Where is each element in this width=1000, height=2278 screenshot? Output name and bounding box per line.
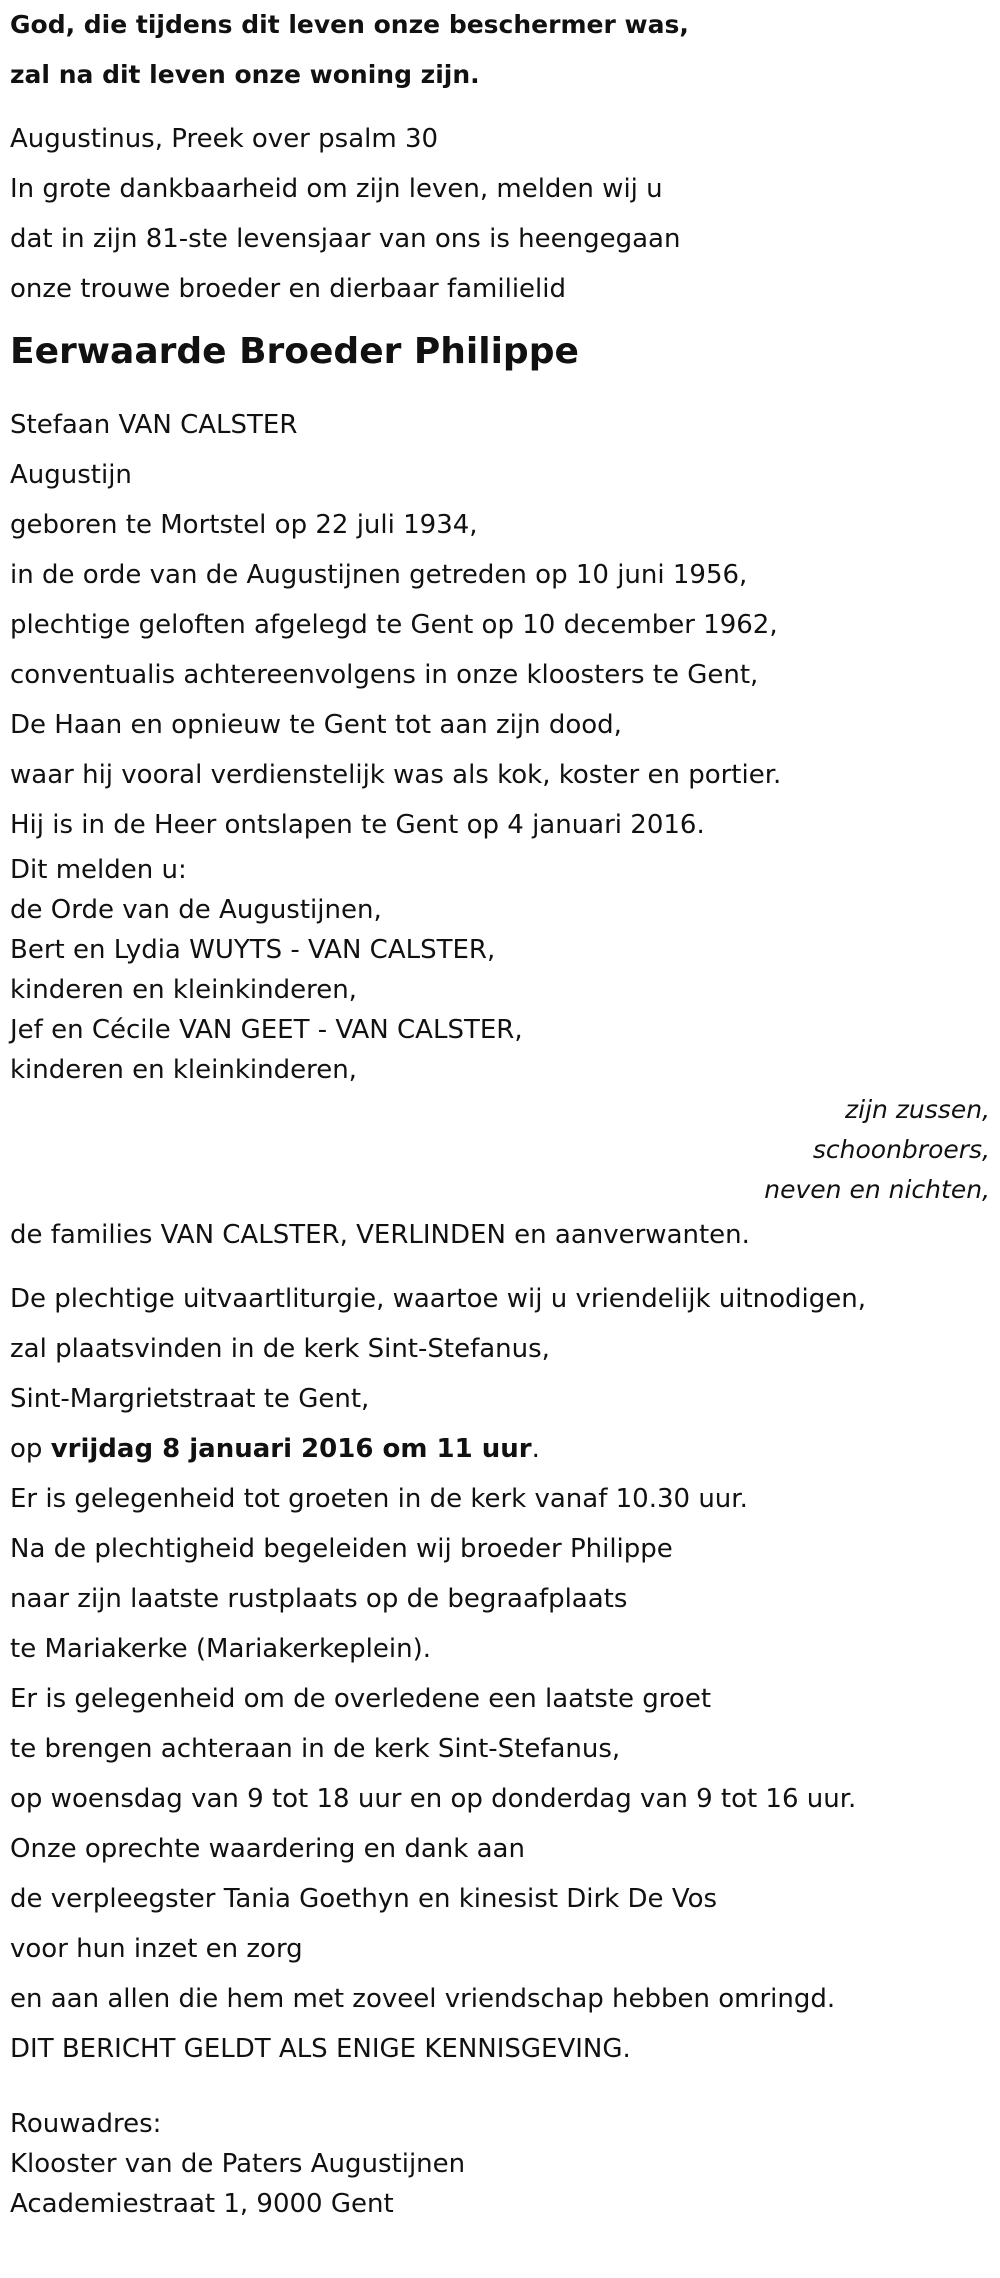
relation-line: neven en nichten, xyxy=(764,1175,990,1204)
address-block xyxy=(10,2104,990,2224)
funeral-line: Na de plechtigheid begeleiden wij broeder Philippe xyxy=(10,1534,673,1564)
funeral-date-line xyxy=(10,1424,990,1474)
bio-line: Augustijn xyxy=(10,460,132,490)
funeral-line: De plechtige uitvaartliturgie, waartoe wij u vriendelijk uitnodigen, xyxy=(10,1284,867,1314)
announcer-line: kinderen en kleinkinderen, xyxy=(10,1055,357,1085)
funeral-date: vrijdag 8 januari 2016 om 11 uur xyxy=(50,1434,532,1464)
announcer-line: Jef en Cécile VAN GEET - VAN CALSTER, xyxy=(10,1015,523,1045)
funeral-date-prefix: op xyxy=(10,1434,51,1464)
verse-line: zal na dit leven onze woning zijn. xyxy=(10,60,480,89)
bio-block xyxy=(10,400,990,850)
bio-line: conventualis achtereenvolgens in onze kloosters te Gent, xyxy=(10,660,759,690)
funeral-line: Er is gelegenheid om de overledene een laatste groet xyxy=(10,1684,712,1714)
intro-line: In grote dankbaarheid om zijn leven, melden wij u xyxy=(10,174,663,204)
announcer-line: Bert en Lydia WUYTS - VAN CALSTER, xyxy=(10,935,496,965)
funeral-block xyxy=(10,1274,990,2074)
funeral-line: te Mariakerke (Mariakerkeplein). xyxy=(10,1634,432,1664)
intro-line: Augustinus, Preek over psalm 30 xyxy=(10,124,439,154)
verse-block xyxy=(10,0,990,100)
bio-line: Stefaan VAN CALSTER xyxy=(10,410,298,440)
bio-line: plechtige geloften afgelegd te Gent op 10 december 1962, xyxy=(10,610,778,640)
deceased-name: Eerwaarde Broeder Philippe xyxy=(10,331,579,372)
bio-line: in de orde van de Augustijnen getreden op 10 juni 1956, xyxy=(10,560,748,590)
intro-line: dat in zijn 81-ste levensjaar van ons is heengegaan xyxy=(10,224,681,254)
bio-line: Hij is in de Heer ontslapen te Gent op 4 januari 2016. xyxy=(10,810,705,840)
bio-line: De Haan en opnieuw te Gent tot aan zijn dood, xyxy=(10,710,622,740)
funeral-date-suffix: . xyxy=(531,1434,540,1464)
funeral-line: en aan allen die hem met zoveel vriendschap hebben omringd. xyxy=(10,1984,836,2014)
relation-line: schoonbroers, xyxy=(812,1135,990,1164)
address-label: Rouwadres: xyxy=(10,2109,162,2139)
address-line: Klooster van de Paters Augustijnen xyxy=(10,2149,466,2179)
announcers-block xyxy=(10,850,990,1090)
intro-block xyxy=(10,114,990,314)
funeral-line: te brengen achteraan in de kerk Sint-Stefanus, xyxy=(10,1734,621,1764)
funeral-line: op woensdag van 9 tot 18 uur en op donderdag van 9 tot 16 uur. xyxy=(10,1784,857,1814)
funeral-line: DIT BERICHT GELDT ALS ENIGE KENNISGEVING. xyxy=(10,2034,631,2064)
funeral-line: de verpleegster Tania Goethyn en kinesist Dirk De Vos xyxy=(10,1884,718,1914)
funeral-line: naar zijn laatste rustplaats op de begraafplaats xyxy=(10,1584,628,1614)
bio-line: geboren te Mortstel op 22 juli 1934, xyxy=(10,510,478,540)
intro-line: onze trouwe broeder en dierbaar familielid xyxy=(10,274,567,304)
funeral-line: Sint-Margrietstraat te Gent, xyxy=(10,1384,370,1414)
funeral-line: Onze oprechte waardering en dank aan xyxy=(10,1834,525,1864)
bio-line: waar hij vooral verdienstelijk was als kok, koster en portier. xyxy=(10,760,782,790)
funeral-line: zal plaatsvinden in de kerk Sint-Stefanus, xyxy=(10,1334,550,1364)
relations-block xyxy=(10,1090,990,1210)
funeral-line: Er is gelegenheid tot groeten in de kerk vanaf 10.30 uur. xyxy=(10,1484,748,1514)
families-line: de families VAN CALSTER, VERLINDEN en aanverwanten. xyxy=(10,1220,750,1250)
relation-line: zijn zussen, xyxy=(845,1095,990,1124)
announcer-line: Dit melden u: xyxy=(10,855,187,885)
announcer-line: de Orde van de Augustijnen, xyxy=(10,895,382,925)
funeral-line: voor hun inzet en zorg xyxy=(10,1934,303,1964)
verse-line: God, die tijdens dit leven onze beschermer was, xyxy=(10,10,689,39)
announcer-line: kinderen en kleinkinderen, xyxy=(10,975,357,1005)
address-line: Academiestraat 1, 9000 Gent xyxy=(10,2189,394,2219)
